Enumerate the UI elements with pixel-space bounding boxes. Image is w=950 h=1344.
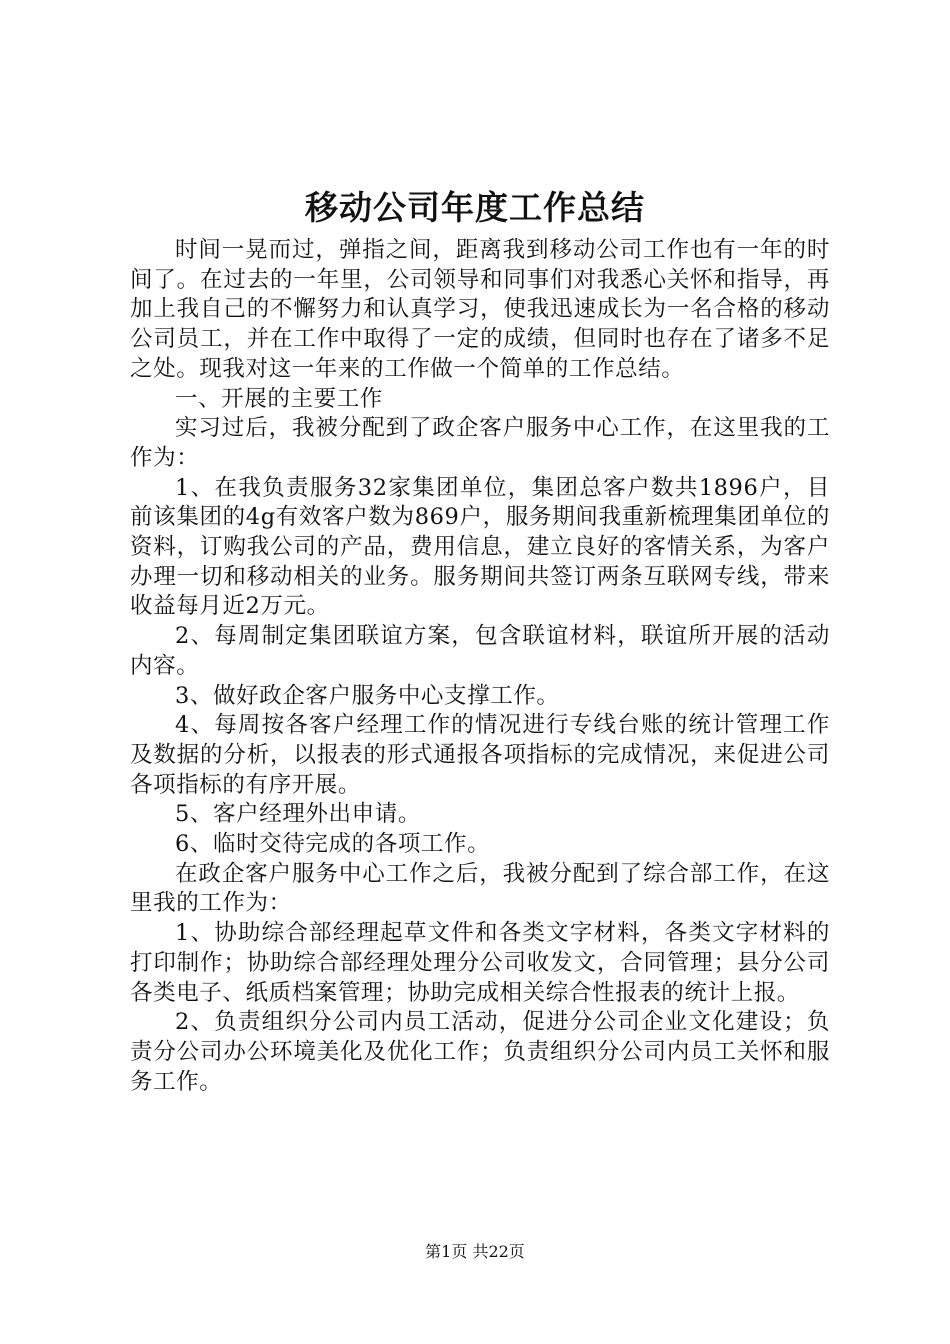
document-title: 移动公司年度工作总结 [305, 188, 645, 227]
list-item-2: 2、每周制定集团联谊方案，包含联谊材料，联谊所开展的活动内容。 [130, 623, 830, 679]
page-number-footer: 第1页 共22页 [425, 1242, 525, 1261]
section-heading-main-work: 一、开展的主要工作 [175, 385, 383, 412]
list-item-1: 1、在我负责服务32家集团单位，集团总客户数共1896户，目前该集团的4g有效客户数为869户，服务期间我重新梳理集团单位的资料，订购我公司的产品，费用信息，建立良好的客情关系，为客户办理一切和移动相关的业务。服务期间共签订两条互联网专线，带来收益每月近2万元。 [130, 474, 830, 620]
list-item-general-1: 1、协助综合部经理起草文件和各类文字材料，各类文字材料的打印制作；协助综合部经理处理分公司收发文，合同管理；县分公司各类电子、纸质档案管理；协助完成相关综合性报表的统计上报。 [130, 920, 830, 1006]
paragraph-intro: 时间一晃而过，弹指之间，距离我到移动公司工作也有一年的时间了。在过去的一年里，公司领导和同事们对我悉心关怀和指导，再加上我自己的不懈努力和认真学习，使我迅速成长为一名合格的移动公司员工，并在工作中取得了一定的成绩，但同时也存在了诸多不足之处。现我对这一年来的工作做一个简单的工作总结。 [130, 237, 830, 382]
list-item-4: 4、每周按各客户经理工作的情况进行专线台账的统计管理工作及数据的分析，以报表的形式通报各项指标的完成情况，来促进公司各项指标的有序开展。 [130, 712, 830, 798]
paragraph-internship: 实习过后，我被分配到了政企客户服务中心工作，在这里我的工作为： [130, 415, 830, 471]
list-item-3: 3、做好政企客户服务中心支撑工作。 [175, 682, 560, 709]
list-item-5: 5、客户经理外出申请。 [175, 801, 421, 828]
list-item-6: 6、临时交待完成的各项工作。 [175, 831, 491, 858]
document-body [130, 236, 830, 1097]
paragraph-general-dept: 在政企客户服务中心工作之后，我被分配到了综合部工作，在这里我的工作为： [130, 860, 830, 917]
list-item-general-2: 2、负责组织分公司内员工活动，促进分公司企业文化建设；负责分公司办公环境美化及优化工作；负责组织分公司内员工关怀和服务工作。 [130, 1009, 830, 1095]
